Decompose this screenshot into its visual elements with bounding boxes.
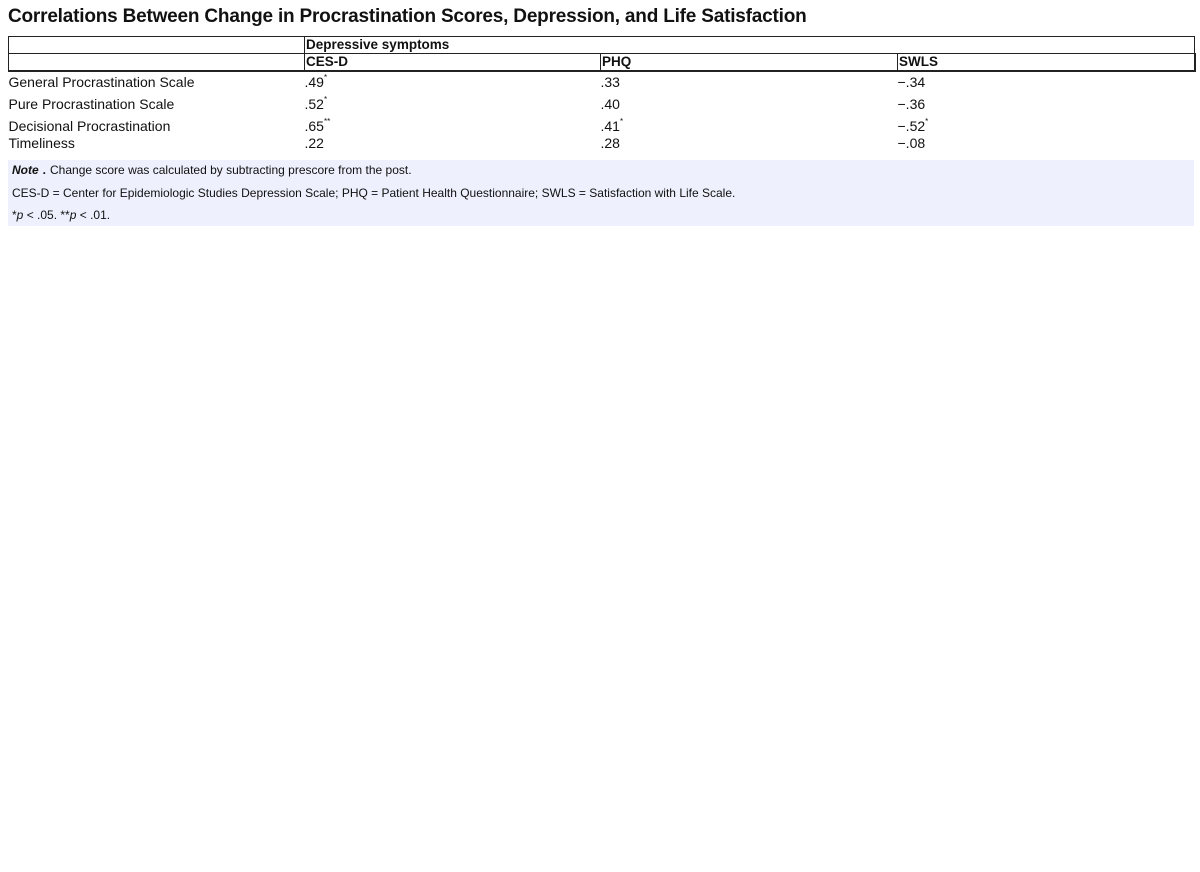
table-cell xyxy=(305,112,601,134)
cell-value: .41 xyxy=(600,118,620,134)
significance-marker: * xyxy=(323,95,328,104)
note-text: Change score was calculated by subtracting prescore from the post. xyxy=(50,163,412,177)
table-cell xyxy=(601,112,898,134)
cell-value: .49 xyxy=(304,74,324,90)
column-header-swls: SWLS xyxy=(898,54,1195,72)
cell-value: .22 xyxy=(304,135,324,151)
correlation-table xyxy=(8,36,1196,151)
column-header-phq: PHQ xyxy=(601,54,898,72)
header-stub-blank xyxy=(9,37,305,54)
header-row-columns xyxy=(9,54,1195,72)
table-cell xyxy=(898,112,1195,134)
sig-p-var-2: p xyxy=(69,208,77,222)
row-label: Decisional Procrastination xyxy=(8,118,171,134)
cell-value: −.52 xyxy=(897,118,926,134)
note-period: . xyxy=(42,163,47,177)
significance-marker: ** xyxy=(323,117,331,126)
table-row xyxy=(9,71,1195,90)
table-row xyxy=(9,134,1195,151)
row-label: General Procrastination Scale xyxy=(8,74,195,90)
note-abbreviations: CES-D = Center for Epidemiologic Studies Depression Scale; PHQ = Patient Health Questionnaire; SWLS = Satisfaction with Life Scale. xyxy=(12,186,736,200)
sig-p-var-1: p xyxy=(16,208,24,222)
sig-text-2: < .01. xyxy=(76,208,111,222)
table-cell xyxy=(601,134,898,151)
cell-value: .52 xyxy=(304,96,324,112)
header-row-spanner xyxy=(9,37,1195,54)
table-cell xyxy=(305,71,601,90)
sig-prefix: * xyxy=(12,208,17,222)
table-cell xyxy=(601,71,898,90)
sig-text-1: < .05. ** xyxy=(23,208,70,222)
cell-value: .33 xyxy=(600,74,620,90)
significance-marker: * xyxy=(619,117,624,126)
cell-value: .65 xyxy=(304,118,324,134)
row-label: Pure Procrastination Scale xyxy=(8,96,175,112)
table-notes xyxy=(8,160,1194,226)
cell-value: .28 xyxy=(600,135,620,151)
table-cell xyxy=(305,90,601,112)
row-label: Timeliness xyxy=(8,135,75,151)
header-spanner: Depressive symptoms xyxy=(305,37,1195,54)
column-header-cesd: CES-D xyxy=(305,54,601,72)
table-cell xyxy=(898,71,1195,90)
note-general xyxy=(12,163,412,177)
table-cell xyxy=(898,90,1195,112)
table-cell xyxy=(601,90,898,112)
page-title: Correlations Between Change in Procrastination Scores, Depression, and Life Satisfaction xyxy=(8,6,807,27)
note-label: Note xyxy=(12,163,39,177)
table-cell xyxy=(898,134,1195,151)
header-stub-blank-2 xyxy=(9,54,305,72)
cell-value: −.34 xyxy=(897,74,926,90)
significance-marker: * xyxy=(323,73,328,82)
table-row xyxy=(9,90,1195,112)
cell-value: −.08 xyxy=(897,135,926,151)
table-cell xyxy=(305,134,601,151)
cell-value: .40 xyxy=(600,96,620,112)
significance-marker: * xyxy=(925,117,929,126)
cell-value: −.36 xyxy=(897,96,926,112)
note-significance xyxy=(12,208,110,222)
table-row xyxy=(9,112,1195,134)
